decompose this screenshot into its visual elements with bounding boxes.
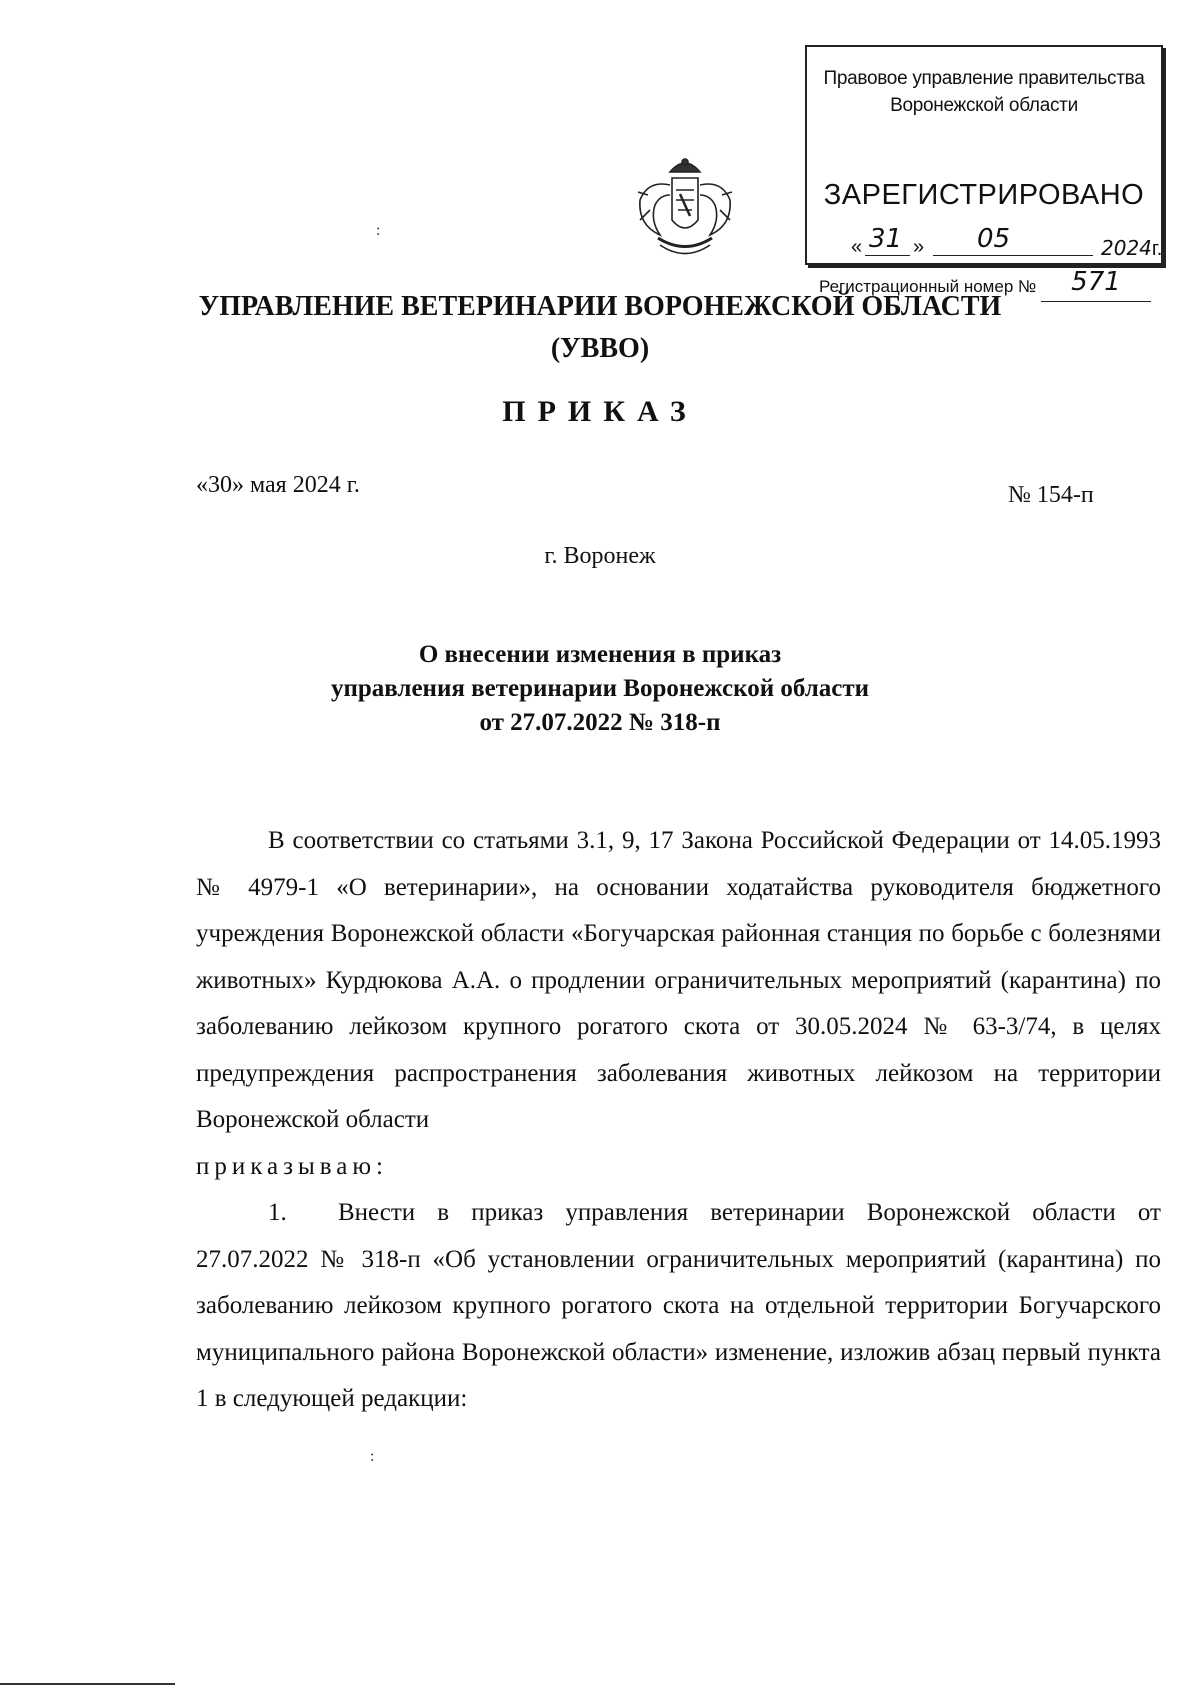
document-date: «30» мая 2024 г.: [196, 472, 360, 498]
document-type: ПРИКАЗ: [502, 395, 698, 428]
item-1-number: 1.: [268, 1199, 287, 1226]
document-number: № 154-п: [1008, 482, 1094, 508]
subject-line1: О внесении изменения в приказ: [418, 641, 782, 668]
document-page: Правовое управление правительства Воронежской области ЗАРЕГИСТРИРОВАНО « 31 » 05 2024г. Регистрационный номер № 571 : : УПРАВЛЕНИЕ ВЕТЕРИНАРИИ ВОРОНЕЖСКОЙ ОБЛАСТИ (УВВО) ПРИКАЗ «30» мая 2024 г. № 154-п г. Воронеж О внесении изменения в приказ управления ветеринарии Воронежской области от 27.07.2022 № 318-п В соответствии со статьями 3.1, 9, 17 Закона Российской Федерации от 14.05.1993 № 4979-1 «О ветеринарии», на основании ходатайства руководителя бюджетного учреждения Воронежской области «Богучарская районная станция по борьбе с болезнями животных» Курдюкова А.А. о продлении ограничительных мероприятий (карантина) по заболеванию лейкозом крупного рогатого скота от 30.05.2024 № 63-3/74, в целях предупреждения распространения заболевания животных лейкозом на территории Воронежской области приказываю: 1. Внести в приказ управления ветеринарии Воронежской области от 27.07.2022 № 318-п «Об установлении ограничительных мероприятий (карантина) по заболеванию лейкозом крупного рогатого скота на отдельной территории Богучарского муниципального района Воронежской области» изменение, изложив абзац первый пункта 1 в следующей редакции:: [0, 0, 1200, 1689]
stamp-month: 05: [977, 224, 1011, 254]
organization-title: [0, 286, 1200, 370]
organization-name: УПРАВЛЕНИЕ ВЕТЕРИНАРИИ ВОРОНЕЖСКОЙ ОБЛАСТИ: [198, 291, 1002, 322]
stamp-date: « 31 » 05 2024г.: [851, 224, 1163, 260]
stamp-reg-label: Регистрационный номер №: [819, 277, 1037, 296]
order-word: приказываю:: [196, 1152, 388, 1180]
stamp-organization: [807, 65, 1161, 119]
item-1-paragraph: [196, 1190, 1161, 1423]
subject-line3: от 27.07.2022 № 318-п: [479, 709, 721, 736]
subject-line2: управления ветеринарии Воронежской области: [330, 675, 870, 702]
document-subject: [0, 638, 1200, 740]
stamp-day: 31: [869, 224, 903, 254]
footer-divider: [0, 1683, 175, 1685]
preamble-paragraph: В соответствии со статьями 3.1, 9, 17 Закона Российской Федерации от 14.05.1993 № 4979-1 «О ветеринарии», на основании ходатайства руководителя бюджетного учреждения Воронежской области «Богучарская районная станция по борьбе с болезнями животных» Курдюкова А.А. о продлении ограничительных мероприятий (карантина) по заболеванию лейкозом крупного рогатого скота от 30.05.2024 № 63-3/74, в целях предупреждения распространения заболевания животных лейкозом на территории Воронежской области: [196, 827, 1161, 1133]
registration-stamp: [805, 45, 1163, 297]
stamp-year-suffix: г.: [1151, 238, 1163, 260]
stamp-org-line1: Правовое управление правительства: [823, 68, 1145, 89]
document-city: г. Воронеж: [544, 543, 656, 569]
stamp-year-group: [1101, 236, 1162, 261]
stamp-registered-label: ЗАРЕГИСТРИРОВАНО: [823, 179, 1145, 211]
stamp-org-line2: Воронежской области: [890, 95, 1078, 116]
organization-abbr: (УВВО): [550, 333, 650, 364]
coat-of-arms-icon: [630, 150, 740, 270]
stamp-reg-number: 571: [1071, 267, 1121, 297]
stamp-year: 2024: [1101, 236, 1152, 260]
item-1-text: Внести в приказ управления ветеринарии Воронежской области от 27.07.2022 № 318-п «Об установлении ограничительных мероприятий (карантина) по заболеванию лейкозом крупного рогатого скота на отдельной территории Богучарского муниципального района Воронежской области» изменение, изложив абзац первый пункта 1 в следующей редакции:: [196, 1199, 1161, 1412]
document-body: [196, 818, 1161, 1423]
